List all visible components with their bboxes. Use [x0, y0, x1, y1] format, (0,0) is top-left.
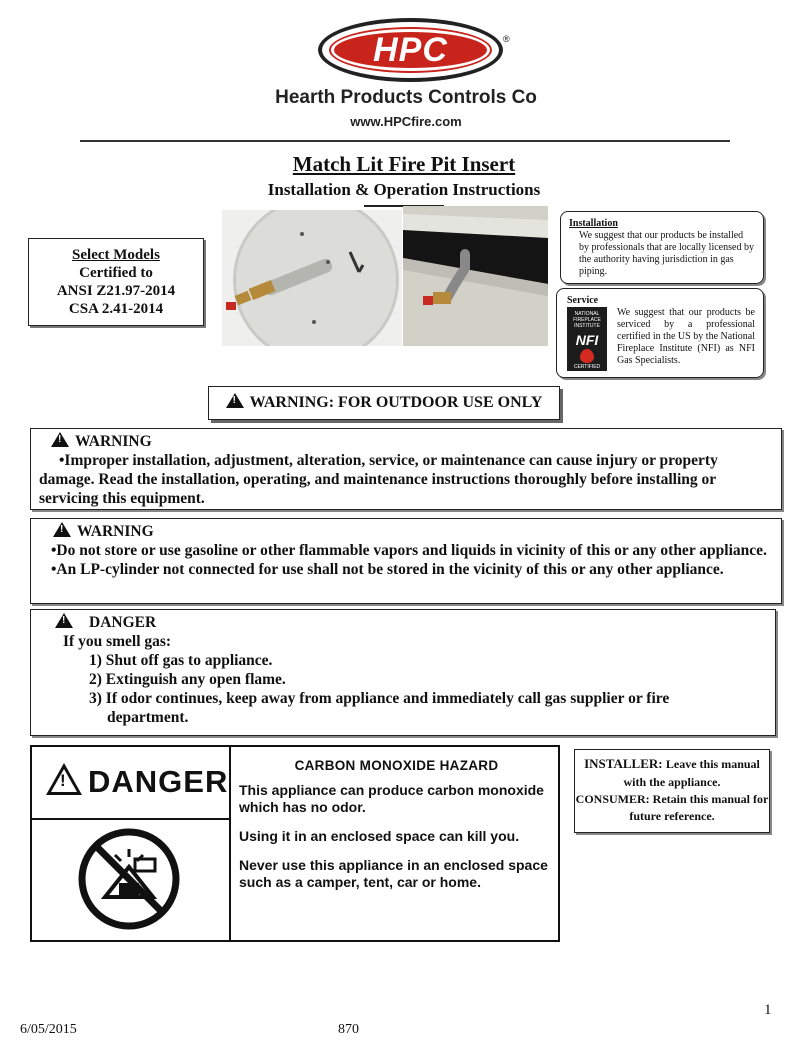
- warning2-line1: •Do not store or use gasoline or other flammable vapors and liquids in vicinity of this or any other appliance.: [51, 542, 767, 559]
- installation-note: [560, 211, 764, 284]
- carbon-monoxide-banner: [30, 745, 560, 942]
- co-line1: This appliance can produce carbon monoxide which has no odor.: [239, 782, 544, 815]
- flame-icon: [580, 349, 594, 363]
- select-models-box: [28, 238, 204, 326]
- warning-icon: [51, 432, 69, 447]
- company-logo: [225, 18, 587, 133]
- danger-icon: [55, 613, 73, 628]
- nfi-certified-badge: [567, 307, 607, 375]
- nfi-badge-mid: NFI: [575, 332, 599, 348]
- danger-triangle-icon: [46, 763, 82, 795]
- document-title: Match Lit Fire Pit Insert: [292, 152, 516, 176]
- footer-code: 870: [338, 1022, 359, 1037]
- danger-step2: 2) Extinguish any open flame.: [89, 671, 286, 688]
- select-models-heading: Select Models: [72, 247, 160, 263]
- outdoor-warning-text: WARNING: FOR OUTDOOR USE ONLY: [249, 394, 543, 411]
- header-rule: [80, 140, 730, 142]
- banner-divider-vertical: [229, 747, 231, 940]
- page-number: 1: [764, 1002, 772, 1018]
- consumer-label: CONSUMER:: [575, 792, 650, 806]
- installation-text: We suggest that our products be installed by professionals that are locally licensed by the authority having jurisdiction in gas piping.: [579, 230, 754, 277]
- document-subtitle: Installation & Operation Instructions: [267, 180, 541, 199]
- danger-intro: If you smell gas:: [63, 633, 172, 650]
- select-models-line3: CSA 2.41-2014: [68, 301, 164, 317]
- registered-mark: ®: [503, 34, 510, 44]
- product-photo-pan: [222, 210, 402, 346]
- installer-label: INSTALLER:: [584, 756, 663, 771]
- co-line3: Never use this appliance in an enclosed space such as a camper, tent, car or home.: [239, 857, 548, 890]
- installer-consumer-note: [574, 749, 770, 833]
- warning-icon: [226, 393, 244, 408]
- product-photo-installed: [403, 206, 548, 346]
- danger-step3-cont: department.: [107, 709, 189, 726]
- warning2-heading: WARNING: [77, 523, 154, 540]
- co-hazard-title: CARBON MONOXIDE HAZARD: [294, 758, 499, 773]
- warning-icon: [53, 522, 71, 537]
- danger-gas-smell: [30, 609, 776, 736]
- banner-divider-horizontal: [32, 818, 229, 820]
- installer-text: Leave this manual with the appliance.: [623, 757, 760, 789]
- consumer-text: Retain this manual for future reference.: [629, 792, 769, 823]
- company-name: Hearth Products Controls Co: [275, 87, 537, 108]
- outdoor-warning: [208, 386, 560, 420]
- co-line2: Using it in an enclosed space can kill you.: [239, 828, 520, 844]
- nfi-badge-top: NATIONAL FIREPLACE INSTITUTE: [573, 311, 601, 329]
- service-heading: Service: [567, 295, 599, 306]
- nfi-badge-bottom: CERTIFIED: [573, 364, 601, 370]
- warning1-heading: WARNING: [75, 433, 152, 450]
- footer-date: 6/05/2015: [20, 1022, 77, 1037]
- select-models-line1: Certified to: [79, 265, 153, 281]
- co-hazard-text: [239, 757, 554, 903]
- service-note: [556, 288, 764, 378]
- danger-step1: 1) Shut off gas to appliance.: [89, 652, 273, 669]
- installation-heading: Installation: [569, 218, 618, 229]
- warning2-line2: •An LP-cylinder not connected for use shall not be stored in the vicinity of this or any other appliance.: [51, 561, 724, 578]
- service-text: We suggest that our products be serviced by a professional certified in the US by the National Fireplace Institute (NFI) as NFI Gas Specialists.: [617, 307, 755, 366]
- danger-step3: 3) If odor continues, keep away from appliance and immediately call gas supplier or fire: [89, 690, 670, 707]
- danger-label: [46, 763, 228, 800]
- danger-heading: DANGER: [89, 614, 157, 631]
- warning-installation: [30, 428, 782, 510]
- select-models-line2: ANSI Z21.97-2014: [56, 283, 176, 299]
- warning-flammables: [30, 518, 782, 604]
- warning1-text: •Improper installation, adjustment, alteration, service, or maintenance can cause injury or property damage. Read the installation, operating, and maintenance instructions thoroughly before installing or servicing this equipment.: [39, 452, 718, 507]
- no-enclosed-space-icon: [77, 827, 181, 931]
- logo-text: HPC: [373, 30, 448, 69]
- logo-ellipse: [318, 18, 503, 82]
- company-website: www.HPCfire.com: [350, 114, 462, 129]
- nfi-badge-url: www.nficertified.org: [569, 370, 605, 375]
- danger-word: DANGER: [88, 764, 229, 799]
